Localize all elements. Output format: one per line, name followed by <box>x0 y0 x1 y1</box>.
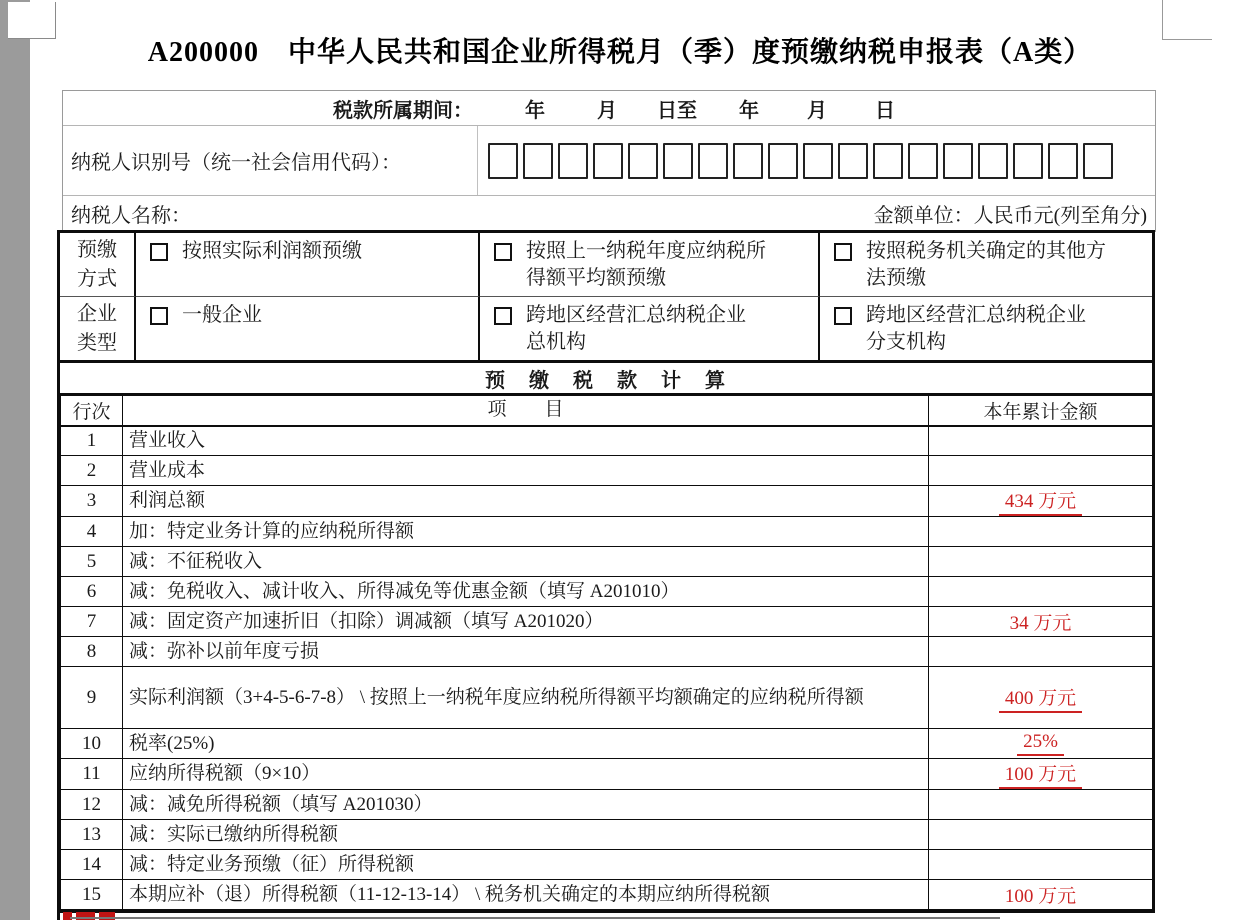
row-amount-cell[interactable] <box>929 486 1153 517</box>
enterprise-option-head-office[interactable] <box>480 297 820 360</box>
row-no: 11 <box>61 759 123 790</box>
row-amount-value: 434 万元 <box>999 486 1082 516</box>
row-amount-cell[interactable] <box>929 517 1153 547</box>
table-row <box>61 850 1153 880</box>
enterprise-type-label: 企业 类型 <box>60 297 136 360</box>
taxpayer-id-box[interactable] <box>943 143 973 179</box>
taxpayer-name-row <box>63 196 1155 231</box>
checkbox-icon[interactable] <box>834 243 852 261</box>
prepay-method-label: 预缴 方式 <box>60 233 136 297</box>
table-row <box>61 637 1153 667</box>
row-no: 12 <box>61 790 123 820</box>
row-amount-cell[interactable] <box>929 456 1153 486</box>
table-row <box>61 820 1153 850</box>
row-no: 8 <box>61 637 123 667</box>
taxpayer-id-box[interactable] <box>978 143 1008 179</box>
row-item: 减：弥补以前年度亏损 <box>123 637 929 667</box>
taxpayer-id-box[interactable] <box>838 143 868 179</box>
taxpayer-name-label: 纳税人名称： <box>71 205 191 227</box>
prepay-option-other-method[interactable] <box>820 233 1152 297</box>
row-item: 减：实际已缴纳所得税额 <box>123 820 929 850</box>
row-no: 15 <box>61 880 123 910</box>
taxpayer-id-box[interactable] <box>1048 143 1078 179</box>
calc-table <box>60 395 1153 910</box>
tax-period-label: 税款所属期间： <box>333 99 473 122</box>
row-no: 7 <box>61 607 123 637</box>
calc-header-row <box>61 396 1153 426</box>
checkbox-icon[interactable] <box>494 243 512 261</box>
row-amount-cell[interactable] <box>929 729 1153 759</box>
taxpayer-id-row <box>63 126 1155 196</box>
row-no: 14 <box>61 850 123 880</box>
taxpayer-id-label: 纳税人识别号（统一社会信用代码）： <box>71 152 401 174</box>
page-edge-strip <box>0 0 30 920</box>
row-amount-value: 25% <box>1017 731 1064 756</box>
row-item: 减：不征税收入 <box>123 547 929 577</box>
row-item: 税率(25%) <box>123 729 929 759</box>
table-row <box>61 667 1153 729</box>
row-item: 营业成本 <box>123 456 929 486</box>
row-item: 减：免税收入、减计收入、所得减免等优惠金额（填写 A201010） <box>123 577 929 607</box>
table-row <box>61 426 1153 456</box>
row-amount-value: 34 万元 <box>1009 613 1072 634</box>
taxpayer-id-box[interactable] <box>1083 143 1113 179</box>
period-field-month-end[interactable]: 月 <box>807 99 827 122</box>
table-row <box>61 607 1153 637</box>
row-amount-cell[interactable] <box>929 759 1153 790</box>
table-row <box>61 456 1153 486</box>
enterprise-option-general[interactable] <box>136 297 480 360</box>
amount-unit-label: 金额单位：人民币元(列至角分) <box>873 205 1147 227</box>
taxpayer-id-box[interactable] <box>488 143 518 179</box>
taxpayer-id-box[interactable] <box>628 143 658 179</box>
row-item: 应纳所得税额（9×10） <box>123 759 929 790</box>
prepay-option-prior-year-average[interactable] <box>480 233 820 297</box>
row-amount-cell[interactable] <box>929 820 1153 850</box>
option-label: 一般企业 <box>182 304 262 326</box>
checkbox-icon[interactable] <box>494 307 512 325</box>
row-item: 加：特定业务计算的应纳税所得额 <box>123 517 929 547</box>
taxpayer-id-boxes <box>477 126 1155 195</box>
row-amount-cell[interactable] <box>929 547 1153 577</box>
row-amount-cell[interactable] <box>929 637 1153 667</box>
row-no: 3 <box>61 486 123 517</box>
main-form-table <box>57 230 1155 913</box>
period-field-day-to[interactable]: 日至 <box>657 99 697 122</box>
col-header-amount: 本年累计金额 <box>929 396 1153 426</box>
prepay-option-actual-profit[interactable] <box>136 233 480 297</box>
form-header-box <box>62 90 1156 232</box>
row-amount-value: 100 万元 <box>999 759 1082 789</box>
table-row <box>61 577 1153 607</box>
row-no: 13 <box>61 820 123 850</box>
taxpayer-id-box[interactable] <box>523 143 553 179</box>
tax-period-fields <box>473 94 895 123</box>
period-field-year-start[interactable]: 年 <box>525 99 545 122</box>
row-no: 5 <box>61 547 123 577</box>
next-section-top-line <box>70 917 1000 919</box>
row-amount-cell[interactable] <box>929 850 1153 880</box>
option-label: 按照上一纳税年度应纳税所 得额平均额预缴 <box>526 240 766 289</box>
table-row <box>61 517 1153 547</box>
period-field-day-end[interactable]: 日 <box>875 99 895 122</box>
taxpayer-id-box[interactable] <box>803 143 833 179</box>
taxpayer-id-box[interactable] <box>1013 143 1043 179</box>
row-no: 9 <box>61 667 123 729</box>
row-amount-cell[interactable] <box>929 667 1153 729</box>
next-section-left-border <box>57 903 60 920</box>
row-item: 减：固定资产加速折旧（扣除）调减额（填写 A201020） <box>123 607 929 637</box>
enterprise-type-row <box>60 297 1152 360</box>
option-label: 按照实际利润额预缴 <box>182 240 362 262</box>
enterprise-option-branch[interactable] <box>820 297 1152 360</box>
row-no: 4 <box>61 517 123 547</box>
form-title: A200000 中华人民共和国企业所得税月（季）度预缴纳税申报表（A类） <box>147 37 1093 68</box>
table-row <box>61 790 1153 820</box>
row-no: 6 <box>61 577 123 607</box>
col-header-item: 项 目 <box>123 396 929 426</box>
option-label: 跨地区经营汇总纳税企业 总机构 <box>526 304 746 353</box>
checkbox-icon[interactable] <box>150 307 168 325</box>
col-header-row-no: 行次 <box>61 396 123 426</box>
row-amount-value: 100 万元 <box>1004 886 1077 907</box>
taxpayer-id-box[interactable] <box>768 143 798 179</box>
taxpayer-id-box[interactable] <box>908 143 938 179</box>
period-field-year-end[interactable]: 年 <box>739 99 759 122</box>
taxpayer-id-box[interactable] <box>698 143 728 179</box>
taxpayer-id-box[interactable] <box>733 143 763 179</box>
taxpayer-id-box[interactable] <box>663 143 693 179</box>
prepay-method-row <box>60 233 1152 297</box>
row-item: 减：减免所得税额（填写 A201030） <box>123 790 929 820</box>
row-item: 营业收入 <box>123 426 929 456</box>
calc-section-title: 预 缴 税 款 计 算 <box>60 360 1152 395</box>
table-row <box>61 729 1153 759</box>
taxpayer-id-box[interactable] <box>873 143 903 179</box>
row-amount-cell[interactable] <box>929 790 1153 820</box>
taxpayer-id-box[interactable] <box>558 143 588 179</box>
row-no: 10 <box>61 729 123 759</box>
table-row <box>61 759 1153 790</box>
row-item: 减：特定业务预缴（征）所得税额 <box>123 850 929 880</box>
row-amount-cell[interactable] <box>929 607 1153 637</box>
table-row <box>61 486 1153 517</box>
period-field-month-start[interactable]: 月 <box>597 99 617 122</box>
row-item: 利润总额 <box>123 486 929 517</box>
checkbox-icon[interactable] <box>150 243 168 261</box>
row-amount-cell[interactable] <box>929 577 1153 607</box>
row-amount-cell[interactable] <box>929 426 1153 456</box>
row-item: 实际利润额（3+4-5-6-7-8） \ 按照上一纳税年度应纳税所得额平均额确定的应纳税所得额 <box>123 667 929 729</box>
option-label: 按照税务机关确定的其他方 法预缴 <box>866 240 1106 289</box>
tax-period-row <box>63 91 1155 126</box>
row-amount-cell[interactable] <box>929 880 1153 910</box>
row-item: 本期应补（退）所得税额（11-12-13-14） \ 税务机关确定的本期应纳所得税额 <box>123 880 929 910</box>
checkbox-icon[interactable] <box>834 307 852 325</box>
table-row <box>61 880 1153 910</box>
table-row <box>61 547 1153 577</box>
row-amount-value: 400 万元 <box>999 683 1082 713</box>
row-no: 1 <box>61 426 123 456</box>
row-no: 2 <box>61 456 123 486</box>
option-label: 跨地区经营汇总纳税企业 分支机构 <box>866 304 1086 353</box>
taxpayer-id-box[interactable] <box>593 143 623 179</box>
